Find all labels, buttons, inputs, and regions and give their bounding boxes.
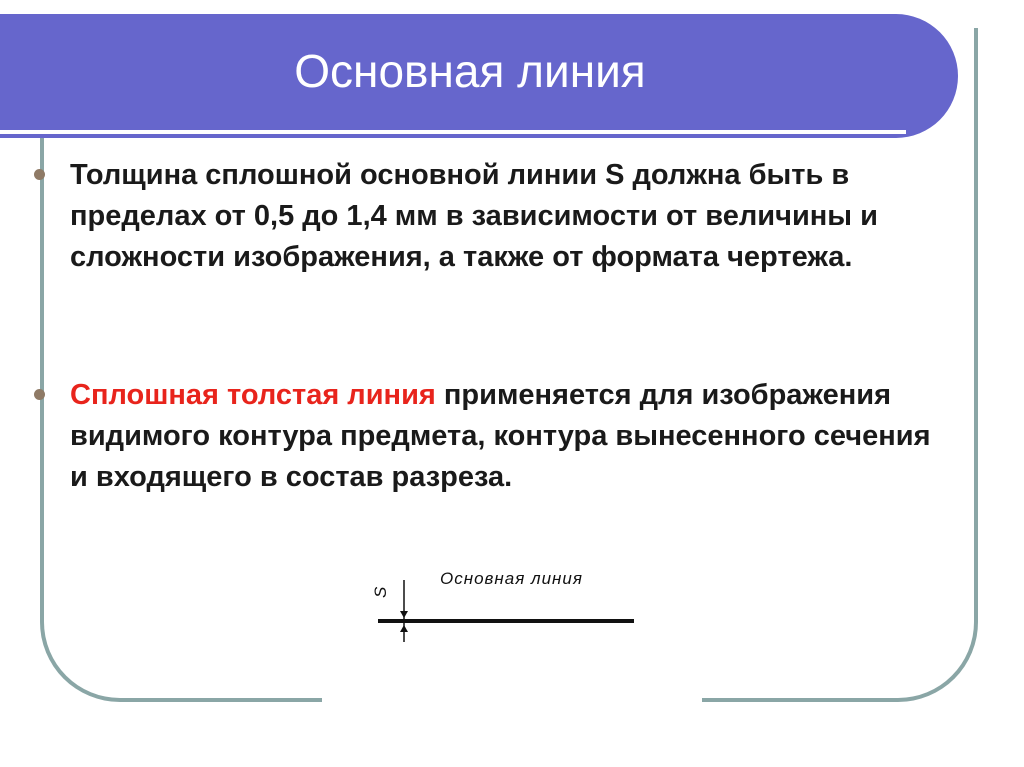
bullet-text-1: Толщина сплошной основной линии S должна быть в пределах от 0,5 до 1,4 мм в зависимости от величины и сложности изображения, а также от формата чертежа.: [70, 159, 878, 273]
title-underline: [0, 130, 906, 134]
arrow-down-icon: [400, 611, 408, 618]
bullet-dot-icon: [34, 389, 45, 400]
line-figure: [366, 560, 646, 650]
arrow-up-icon: [400, 625, 408, 632]
bullet-item-1: [34, 155, 934, 278]
figure-symbol: S: [371, 586, 390, 598]
bullet-text-rest: применяется для изображения видимого контура предмета, контура вынесенного сечения и входящего в состав разреза.: [70, 379, 931, 493]
frame-gap: [322, 690, 702, 710]
bullet-highlight: Сплошная толстая линия: [70, 379, 436, 411]
bullet-text-2: [70, 375, 934, 498]
bullet-item-2: [34, 375, 934, 498]
bullet-dot-icon: [34, 169, 45, 180]
figure-label: Основная линия: [440, 569, 583, 588]
slide-title: Основная линия: [294, 45, 646, 97]
